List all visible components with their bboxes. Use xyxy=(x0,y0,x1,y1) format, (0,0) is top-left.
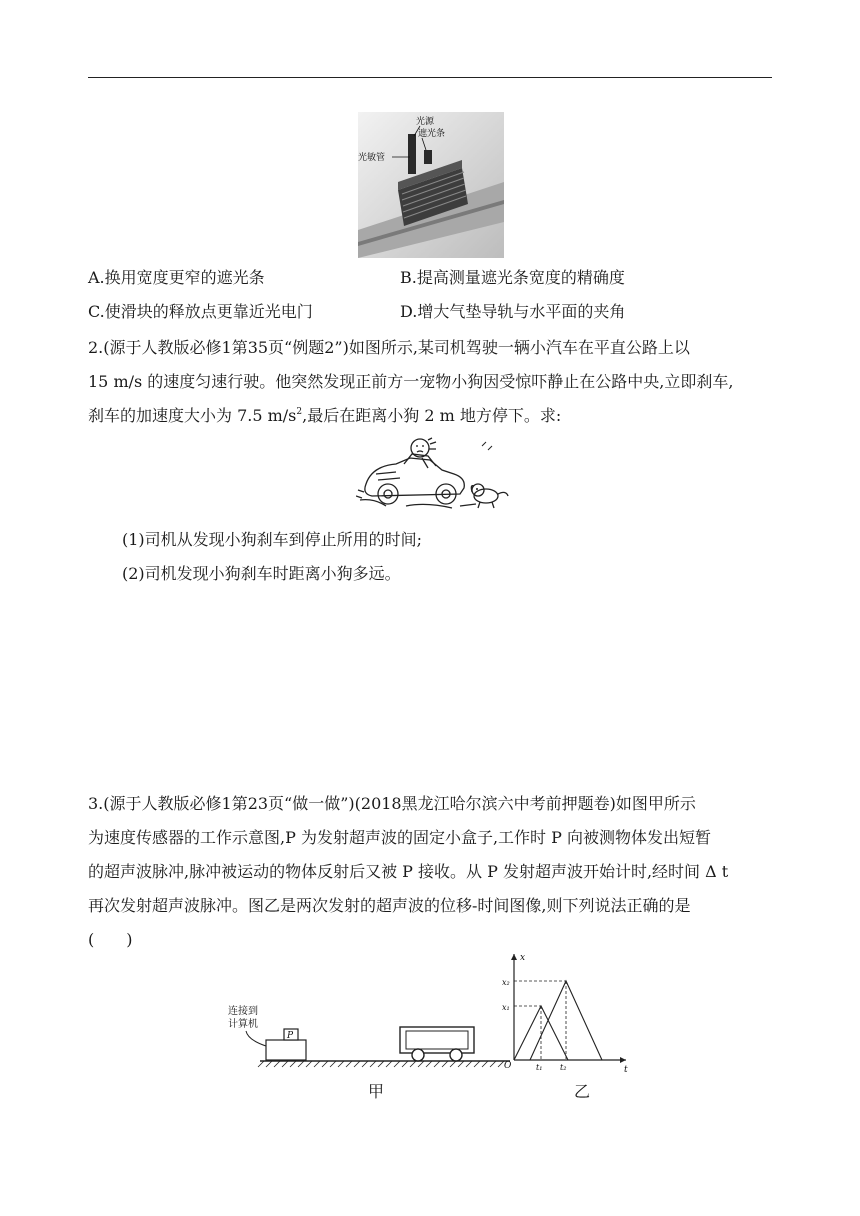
q3-line-1: 3.(源于人教版必修1第23页“做一做”)(2018黑龙江哈尔滨六中考前押题卷)如图甲所示 xyxy=(88,794,696,813)
car-dog-illustration xyxy=(356,436,516,518)
computer-label-line1: 连接到 xyxy=(228,1006,258,1017)
graph-label-x2: x₂ xyxy=(502,978,510,987)
graph-label-t1: t₁ xyxy=(536,1063,543,1072)
graph-origin: O xyxy=(504,1061,512,1071)
q2-sub-2: (2)司机发现小狗刹车时距离小狗多远。 xyxy=(122,564,401,583)
q3-line-2: 为速度传感器的工作示意图,P 为发射超声波的固定小盒子,工作时 P 向被测物体发出短暂 xyxy=(88,828,711,847)
computer-label-line2: 计算机 xyxy=(228,1019,258,1030)
cart xyxy=(400,1027,474,1061)
graph-axis-t: t xyxy=(624,1065,628,1072)
option-a: A.换用宽度更窄的遮光条 xyxy=(88,268,265,287)
option-c: C.使滑块的释放点更靠近光电门 xyxy=(88,302,313,321)
photogate-figure xyxy=(358,112,504,258)
box-p-label: P xyxy=(287,1031,294,1041)
option-d: D.增大气垫导轨与水平面的夹角 xyxy=(400,302,626,321)
figure-yi-graph xyxy=(500,948,632,1072)
q3-line-4: 再次发射超声波脉冲。图乙是两次发射的超声波的位移-时间图像,则下列说法正确的是 xyxy=(88,896,691,915)
label-photosensitive-tube: 光敏管 xyxy=(358,153,386,163)
graph-label-x1: x₁ xyxy=(502,1003,510,1012)
option-b: B.提高测量遮光条宽度的精确度 xyxy=(400,268,625,287)
label-shading-strip: 遮光条 xyxy=(418,129,446,139)
graph-label-t2: t₂ xyxy=(560,1063,567,1072)
sensor-base xyxy=(266,1040,306,1060)
q3-line-3: 的超声波脉冲,脉冲被运动的物体反射后又被 P 接收。从 P 发射超声波开始计时,经时间 Δ t xyxy=(88,862,729,881)
q2-line-3: 刹车的加速度大小为 7.5 $m/s^2$,最后在距离小狗 2 m 地方停下。求: xyxy=(88,406,562,425)
graph-axis-x: x xyxy=(520,953,526,963)
q3-line-5: ( ) xyxy=(88,930,133,949)
figure-yi-label: 乙 xyxy=(574,1082,591,1101)
q2-sub-1: (1)司机从发现小狗刹车到停止所用的时间; xyxy=(122,530,423,549)
label-light-source: 光源 xyxy=(416,117,435,127)
figure-jia-sensor xyxy=(218,996,518,1072)
q2-line-2: 15 m/s 的速度匀速行驶。他突然发现正前方一宠物小狗因受惊吓静止在公路中央,立即刹车, xyxy=(88,372,734,391)
q2-line-1: 2.(源于人教版必修1第35页“例题2”)如图所示,某司机驾驶一辆小汽车在平直公路上以 xyxy=(88,338,690,357)
header-rule xyxy=(88,77,772,78)
figure-jia-label: 甲 xyxy=(368,1082,385,1101)
